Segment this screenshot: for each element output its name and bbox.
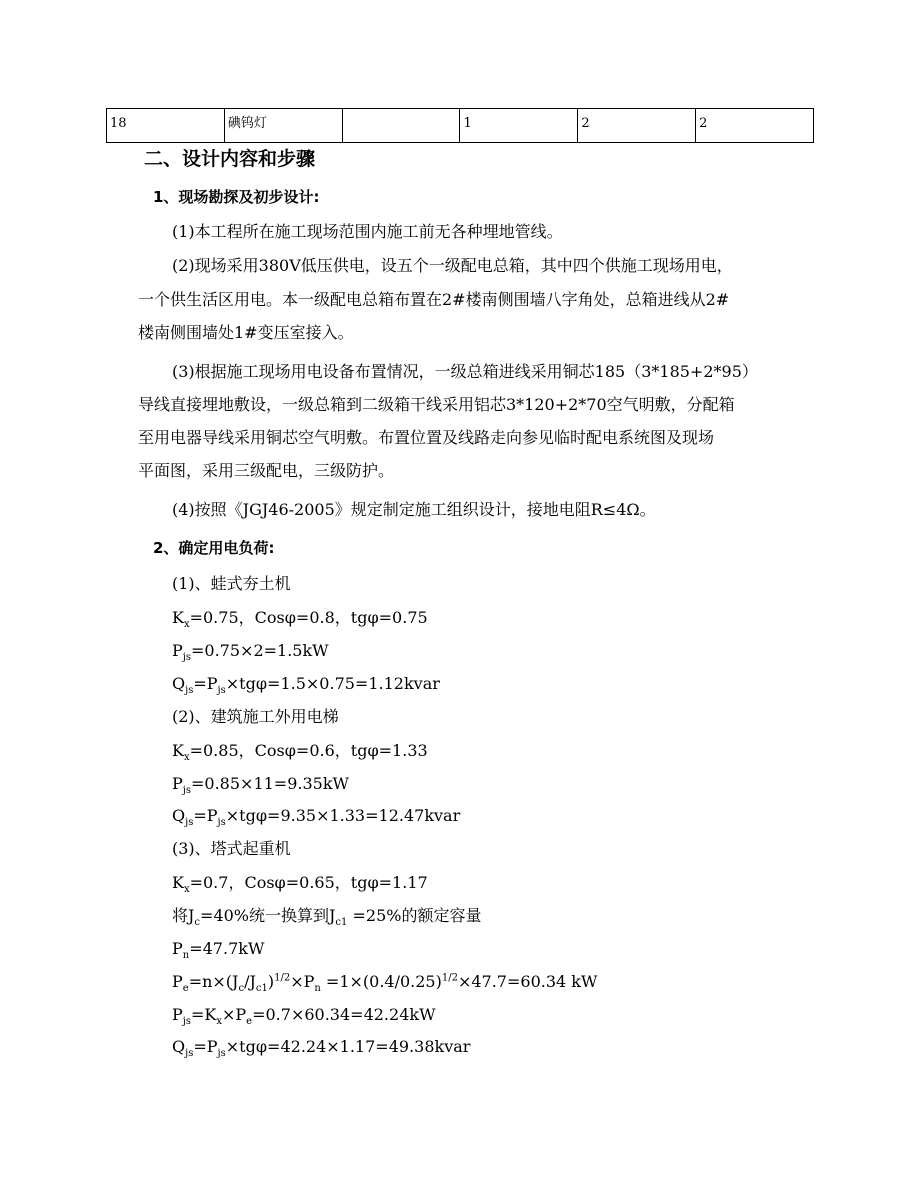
formula-text: =47.7kW xyxy=(189,939,265,958)
formula-text: =0.75×2=1.5kW xyxy=(191,641,329,660)
subscript: js xyxy=(217,1048,226,1060)
symbol: P xyxy=(172,972,183,991)
symbol: K xyxy=(172,741,184,760)
formula-text: ×tgφ=42.24×1.17=49.38kvar xyxy=(225,1037,471,1056)
subscript: n xyxy=(314,983,321,995)
symbol: Q xyxy=(172,1037,186,1056)
table-cell-spec xyxy=(342,109,460,143)
paragraph-4: (4)按照《JGJ46-2005》规定制定施工组织设计，接地电阻R≤4Ω。 xyxy=(172,500,656,519)
formula-text: =0.75，Cosφ=0.8，tgφ=0.75 xyxy=(189,608,428,627)
subscript: js xyxy=(185,685,194,697)
symbol: P xyxy=(172,939,183,958)
formula-text: 将J xyxy=(172,906,195,925)
item-1-k-line xyxy=(172,608,428,631)
subscript: n xyxy=(182,950,190,962)
item-3-q-line xyxy=(172,1037,471,1060)
formula-text: ×tgφ=1.5×0.75=1.12kvar xyxy=(225,674,440,693)
subscript: e xyxy=(246,1016,253,1028)
formula-text: =P xyxy=(193,674,218,693)
table-cell-qty: 1 xyxy=(460,109,578,143)
item-3-conversion-line xyxy=(172,906,482,929)
superscript: 1/2 xyxy=(274,972,291,984)
subscript: js xyxy=(185,817,194,829)
formula-text: ) xyxy=(267,972,275,991)
formula-text: ×P xyxy=(290,972,315,991)
paragraph-3-line-4: 平面图，采用三级配电，三级防护。 xyxy=(138,461,395,480)
item-2-q-line xyxy=(172,806,461,829)
table-row xyxy=(107,109,814,143)
paragraph-3-line-1: (3)根据施工现场用电设备布置情况，一级总箱进线采用铜芯185（3*185+2*95） xyxy=(172,362,758,381)
subscript: c1 xyxy=(255,983,268,995)
subscript: c xyxy=(194,917,201,929)
equipment-table xyxy=(106,108,814,143)
formula-text: =0.7，Cosφ=0.65，tgφ=1.17 xyxy=(189,873,428,892)
subscript: c xyxy=(238,983,245,995)
subscript: x xyxy=(216,1016,222,1028)
subscript: js xyxy=(185,1048,194,1060)
formula-text: ×tgφ=9.35×1.33=12.47kvar xyxy=(225,806,461,825)
formula-text: ×47.7=60.34 kW xyxy=(457,972,598,991)
subscript: e xyxy=(182,983,189,995)
formula-text: =P xyxy=(193,806,218,825)
paragraph-1: (1)本工程所在施工现场范围内施工前无各种埋地管线。 xyxy=(172,222,563,241)
item-2-p-line xyxy=(172,774,349,797)
item-3-pe-line xyxy=(172,972,598,995)
subscript: js xyxy=(182,1016,191,1028)
subscript: x xyxy=(183,619,190,631)
formula-text: =1×(0.4/0.25) xyxy=(320,972,442,991)
formula-text: =25%的额定容量 xyxy=(347,906,482,925)
item-3-k-line xyxy=(172,873,428,896)
item-3-pn-line xyxy=(172,939,265,962)
formula-text: =0.7×60.34=42.24kW xyxy=(252,1005,436,1024)
table-cell-index: 18 xyxy=(107,109,225,143)
subscript: js xyxy=(217,685,226,697)
paragraph-3-line-2: 导线直接埋地敷设，一级总箱到二级箱干线采用铝芯3*120+2*70空气明敷，分配箱 xyxy=(138,395,735,414)
table-cell-name: 碘钨灯 xyxy=(224,109,342,143)
item-2-k-line xyxy=(172,741,428,764)
subsection-title-1: 1、现场勘探及初步设计: xyxy=(153,188,320,206)
item-3-title: (3)、塔式起重机 xyxy=(172,839,291,858)
section-title: 二、设计内容和步骤 xyxy=(144,148,316,170)
subsection-title-2: 2、确定用电负荷: xyxy=(153,539,275,557)
formula-text: =0.85，Cosφ=0.6，tgφ=1.33 xyxy=(189,741,428,760)
symbol: P xyxy=(172,1005,183,1024)
subscript: x xyxy=(183,884,190,896)
formula-text: ×P xyxy=(222,1005,247,1024)
item-1-title: (1)、蛙式夯土机 xyxy=(172,574,291,593)
subscript: js xyxy=(182,785,191,797)
table-cell-total: 2 xyxy=(696,109,814,143)
subscript: c1 xyxy=(335,917,348,929)
symbol: K xyxy=(172,608,184,627)
item-1-p-line xyxy=(172,641,329,664)
formula-text: /J xyxy=(244,972,256,991)
symbol: Q xyxy=(172,806,186,825)
paragraph-2-line-3: 楼南侧围墙处1#变压室接入。 xyxy=(138,323,354,342)
subscript: js xyxy=(182,652,191,664)
subscript: js xyxy=(217,817,226,829)
paragraph-2-line-2: 一个供生活区用电。本一级配电总箱布置在2#楼南侧围墙八字角处，总箱进线从2# xyxy=(138,290,730,309)
formula-text: =0.85×11=9.35kW xyxy=(191,774,349,793)
paragraph-2-line-1: (2)现场采用380V低压供电，设五个一级配电总箱，其中四个供施工现场用电， xyxy=(172,256,733,275)
subscript: x xyxy=(183,752,190,764)
formula-text: =K xyxy=(191,1005,217,1024)
item-3-pjs-line xyxy=(172,1005,436,1028)
formula-text: =40%统一换算到J xyxy=(200,906,336,925)
superscript: 1/2 xyxy=(441,972,458,984)
symbol: Q xyxy=(172,674,186,693)
item-1-q-line xyxy=(172,674,440,697)
formula-text: =n×(J xyxy=(188,972,239,991)
item-2-title: (2)、建筑施工外用电梯 xyxy=(172,707,339,726)
formula-text: =P xyxy=(193,1037,218,1056)
table-cell-power: 2 xyxy=(578,109,696,143)
symbol: K xyxy=(172,873,184,892)
symbol: P xyxy=(172,774,183,793)
paragraph-3-line-3: 至用电器导线采用铜芯空气明敷。布置位置及线路走向参见临时配电系统图及现场 xyxy=(138,428,715,447)
symbol: P xyxy=(172,641,183,660)
